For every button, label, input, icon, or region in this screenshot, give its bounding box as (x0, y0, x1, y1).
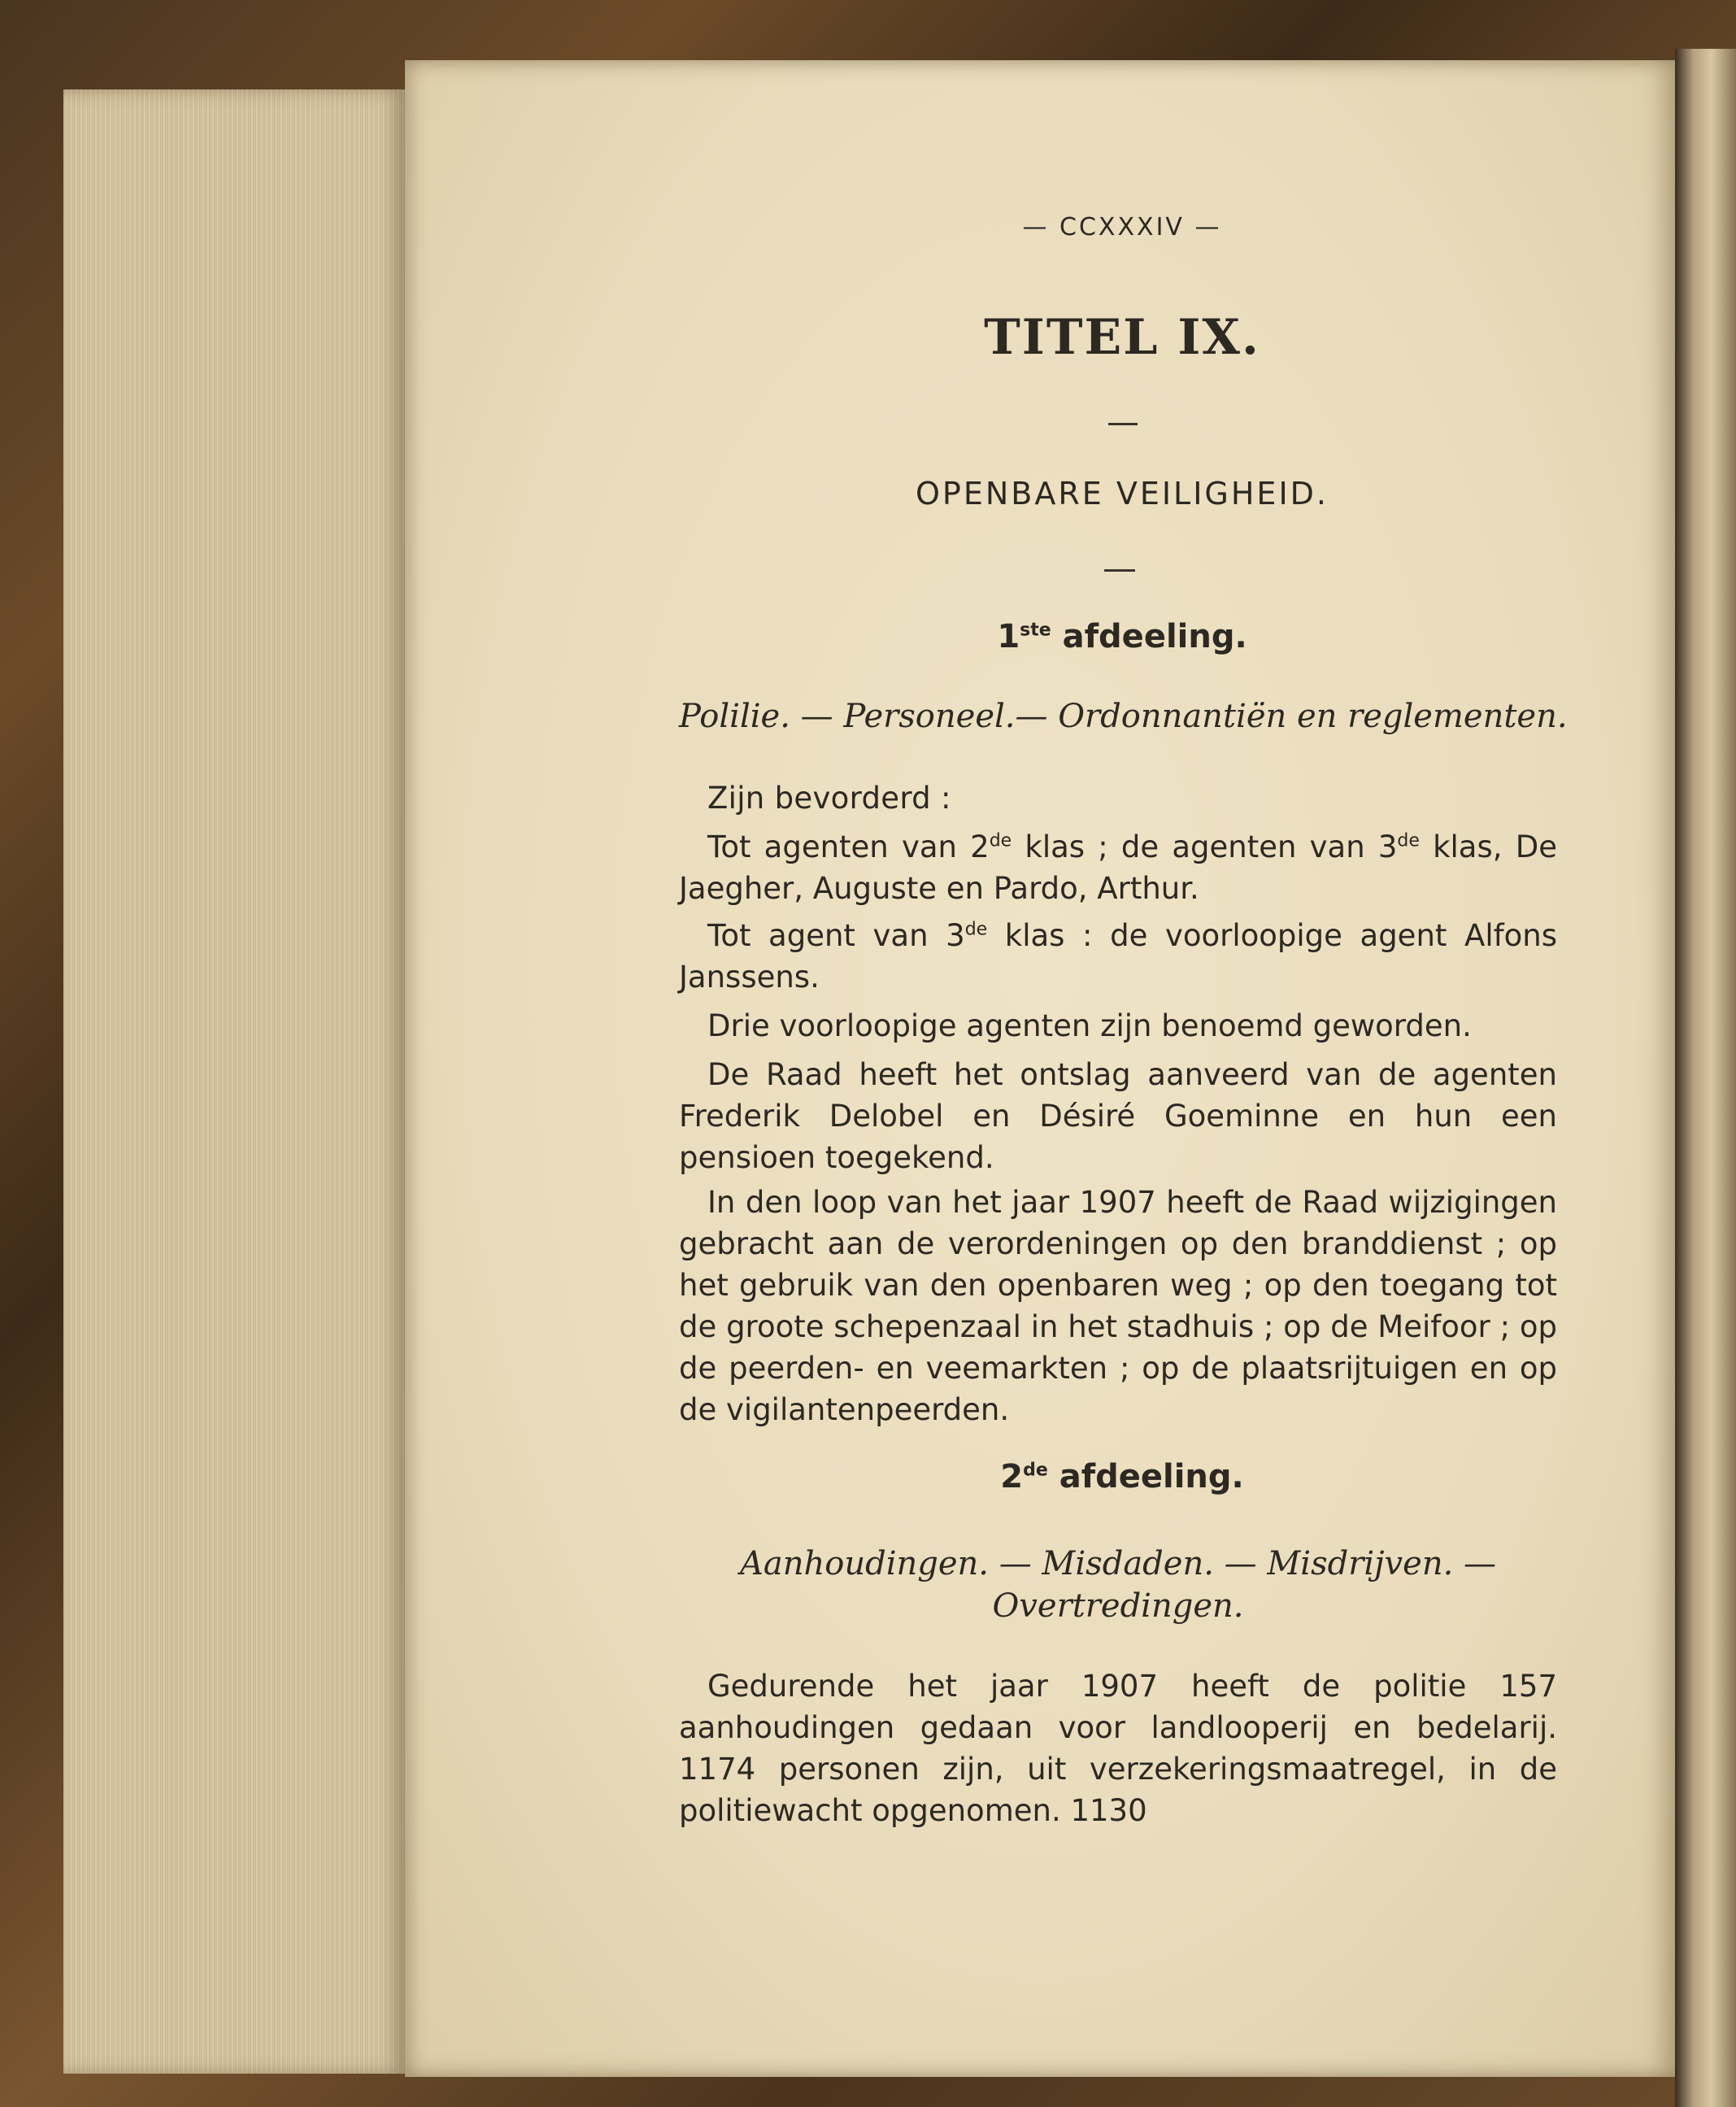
book-gutter (1675, 49, 1736, 2107)
part2-subtitle-line1: Aanhoudingen. — Misdaden. — Misdrijven. — (739, 1545, 1497, 1582)
part2-heading (919, 1458, 1325, 1495)
paragraph: Drie voorloopige agenten zijn benoemd geworden. (707, 1008, 1472, 1043)
part1-heading (919, 618, 1325, 655)
ordinal-sup: de (1397, 830, 1420, 851)
paragraph: In den loop van het jaar 1907 heeft de Raad wijzigingen gebracht aan de verordeningen op den branddienst ; op het gebruik van den openbaren weg ; op den toegang tot de groote schepenzaal in het stadhuis ; op de Meifoor ; op de peerden- en veemarkten ; op de plaatsrijtuigen en op de vigilantenpeerden. (679, 1185, 1557, 1427)
part1-subtitle: Polilie. — Personeel.— Ordonnantiën en reglementen. (679, 698, 1568, 735)
paragraph-text: klas ; de agenten van 3 (1012, 829, 1398, 864)
divider (1104, 569, 1135, 572)
part2-heading-number: 2 (1000, 1458, 1024, 1495)
part2-heading-text: afdeeling. (1059, 1458, 1244, 1495)
section-title: OPENBARE VEILIGHEID. (916, 476, 1329, 512)
chapter-title: TITEL IX. (984, 309, 1260, 366)
page-number: — CCXXXIV — (1022, 213, 1222, 242)
paragraph (679, 826, 1557, 909)
part1-heading-number: 1 (997, 618, 1020, 655)
paragraph: De Raad heeft het ontslag aanveerd van de agenten Frederik Delobel en Désiré Goeminne en hun een pensioen toegekend. (679, 1057, 1557, 1175)
divider (1108, 423, 1138, 425)
part2-subtitle-line2: Overtredingen. (992, 1587, 1244, 1625)
ordinal-sup: de (989, 830, 1012, 851)
paragraph-text: Tot agenten van 2 (707, 829, 990, 864)
ordinal-sup: de (964, 919, 988, 940)
paragraph-text: Tot agent van 3 (707, 918, 965, 953)
paragraph: Gedurende het jaar 1907 heeft de politie 157 aanhoudingen gedaan voor landlooperij en bedelarij. 1174 personen zijn, uit verzekeringsmaatregel, in de politiewacht opgenomen. 1130 (679, 1669, 1557, 1828)
part1-heading-sup: ste (1020, 620, 1051, 641)
page-edges (63, 89, 405, 2074)
paragraph-text: klas : de voorloopige agent Alfons Janssens. (679, 918, 1557, 995)
paragraph-text: klas, De Jaegher, Auguste en Pardo, Arthur. (679, 829, 1557, 906)
part2-heading-sup: de (1023, 1460, 1048, 1481)
paragraph (679, 915, 1557, 998)
paragraph: Zijn bevorderd : (707, 781, 951, 816)
part1-heading-text: afdeeling. (1062, 618, 1247, 655)
